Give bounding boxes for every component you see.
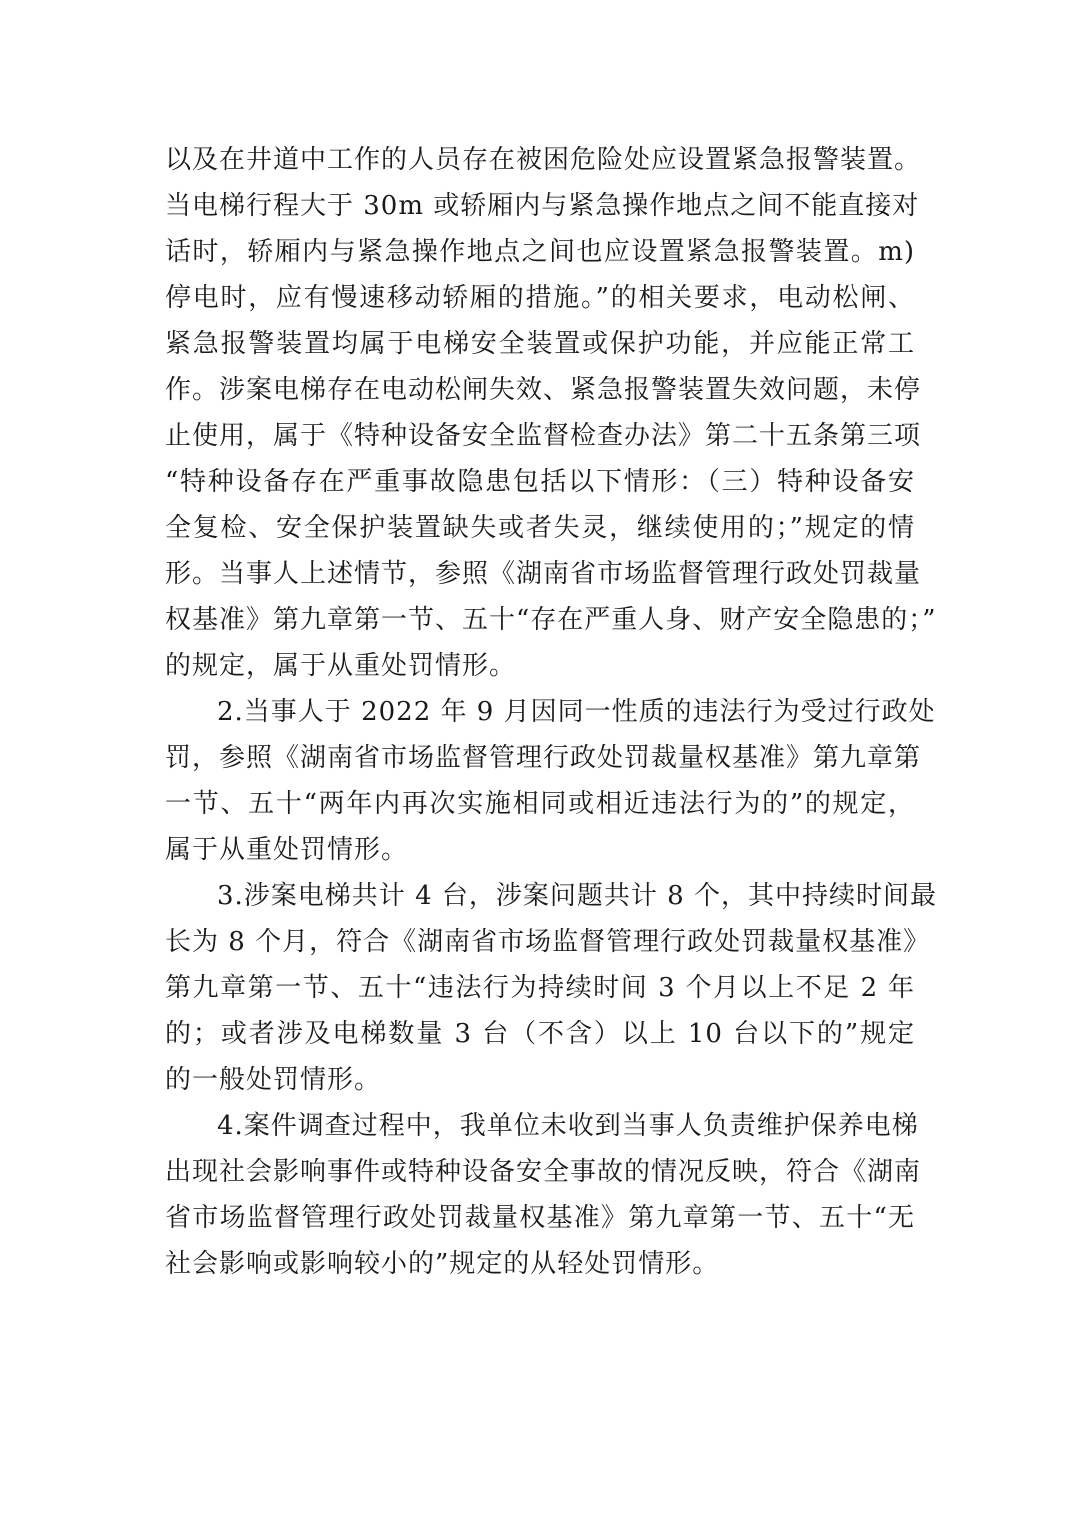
text-line: 一节、五十“两年内再次实施相同或相近违法行为的”的规定，	[165, 789, 915, 819]
paragraph-2-start: 2.当事人于 2022 年 9 月因同一性质的违法行为受过行政处	[217, 697, 936, 727]
text-line: 作。涉案电梯存在电动松闸失效、紧急报警装置失效问题，未停	[165, 375, 922, 405]
text-line: 出现社会影响事件或特种设备安全事故的情况反映，符合《湖南	[165, 1157, 922, 1187]
text-line: 权基准》第九章第一节、五十“存在严重人身、财产安全隐患的；”	[165, 605, 937, 635]
text-line: 停电时，应有慢速移动轿厢的措施。”的相关要求，电动松闸、	[165, 283, 915, 313]
text-line: 的；或者涉及电梯数量 3 台（不含）以上 10 台以下的”规定	[165, 1019, 915, 1049]
document-body	[165, 137, 937, 1287]
text-line: 紧急报警装置均属于电梯安全装置或保护功能，并应能正常工	[165, 329, 915, 359]
text-line: 的规定，属于从重处罚情形。	[165, 651, 517, 681]
text-line: “特种设备存在严重事故隐患包括以下情形：（三）特种设备安	[165, 467, 915, 497]
text-line: 社会影响或影响较小的”规定的从轻处罚情形。	[165, 1249, 720, 1279]
text-line: 形。当事人上述情节，参照《湖南省市场监督管理行政处罚裁量	[165, 559, 922, 589]
paragraph-3-start: 3.涉案电梯共计 4 台，涉案问题共计 8 个，其中持续时间最	[217, 881, 937, 911]
text-line: 当电梯行程大于 30m 或轿厢内与紧急操作地点之间不能直接对	[165, 191, 920, 221]
text-line: 罚，参照《湖南省市场监督管理行政处罚裁量权基准》第九章第	[165, 743, 922, 773]
text-line: 全复检、安全保护装置缺失或者失灵，继续使用的；”规定的情	[165, 513, 915, 543]
text-line: 属于从重处罚情形。	[165, 835, 409, 865]
text-line: 止使用，属于《特种设备安全监督检查办法》第二十五条第三项	[165, 421, 922, 451]
text-line: 省市场监督管理行政处罚裁量权基准》第九章第一节、五十“无	[165, 1203, 915, 1233]
text-line: 长为 8 个月，符合《湖南省市场监督管理行政处罚裁量权基准》	[165, 927, 931, 957]
text-line: 的一般处罚情形。	[165, 1065, 382, 1095]
text-line: 话时，轿厢内与紧急操作地点之间也应设置紧急报警装置。m)	[165, 237, 915, 267]
text-line: 以及在井道中工作的人员存在被困危险处应设置紧急报警装置。	[165, 145, 922, 175]
paragraph-4-start: 4.案件调查过程中，我单位未收到当事人负责维护保养电梯	[217, 1111, 919, 1141]
text-line: 第九章第一节、五十“违法行为持续时间 3 个月以上不足 2 年	[165, 973, 915, 1003]
